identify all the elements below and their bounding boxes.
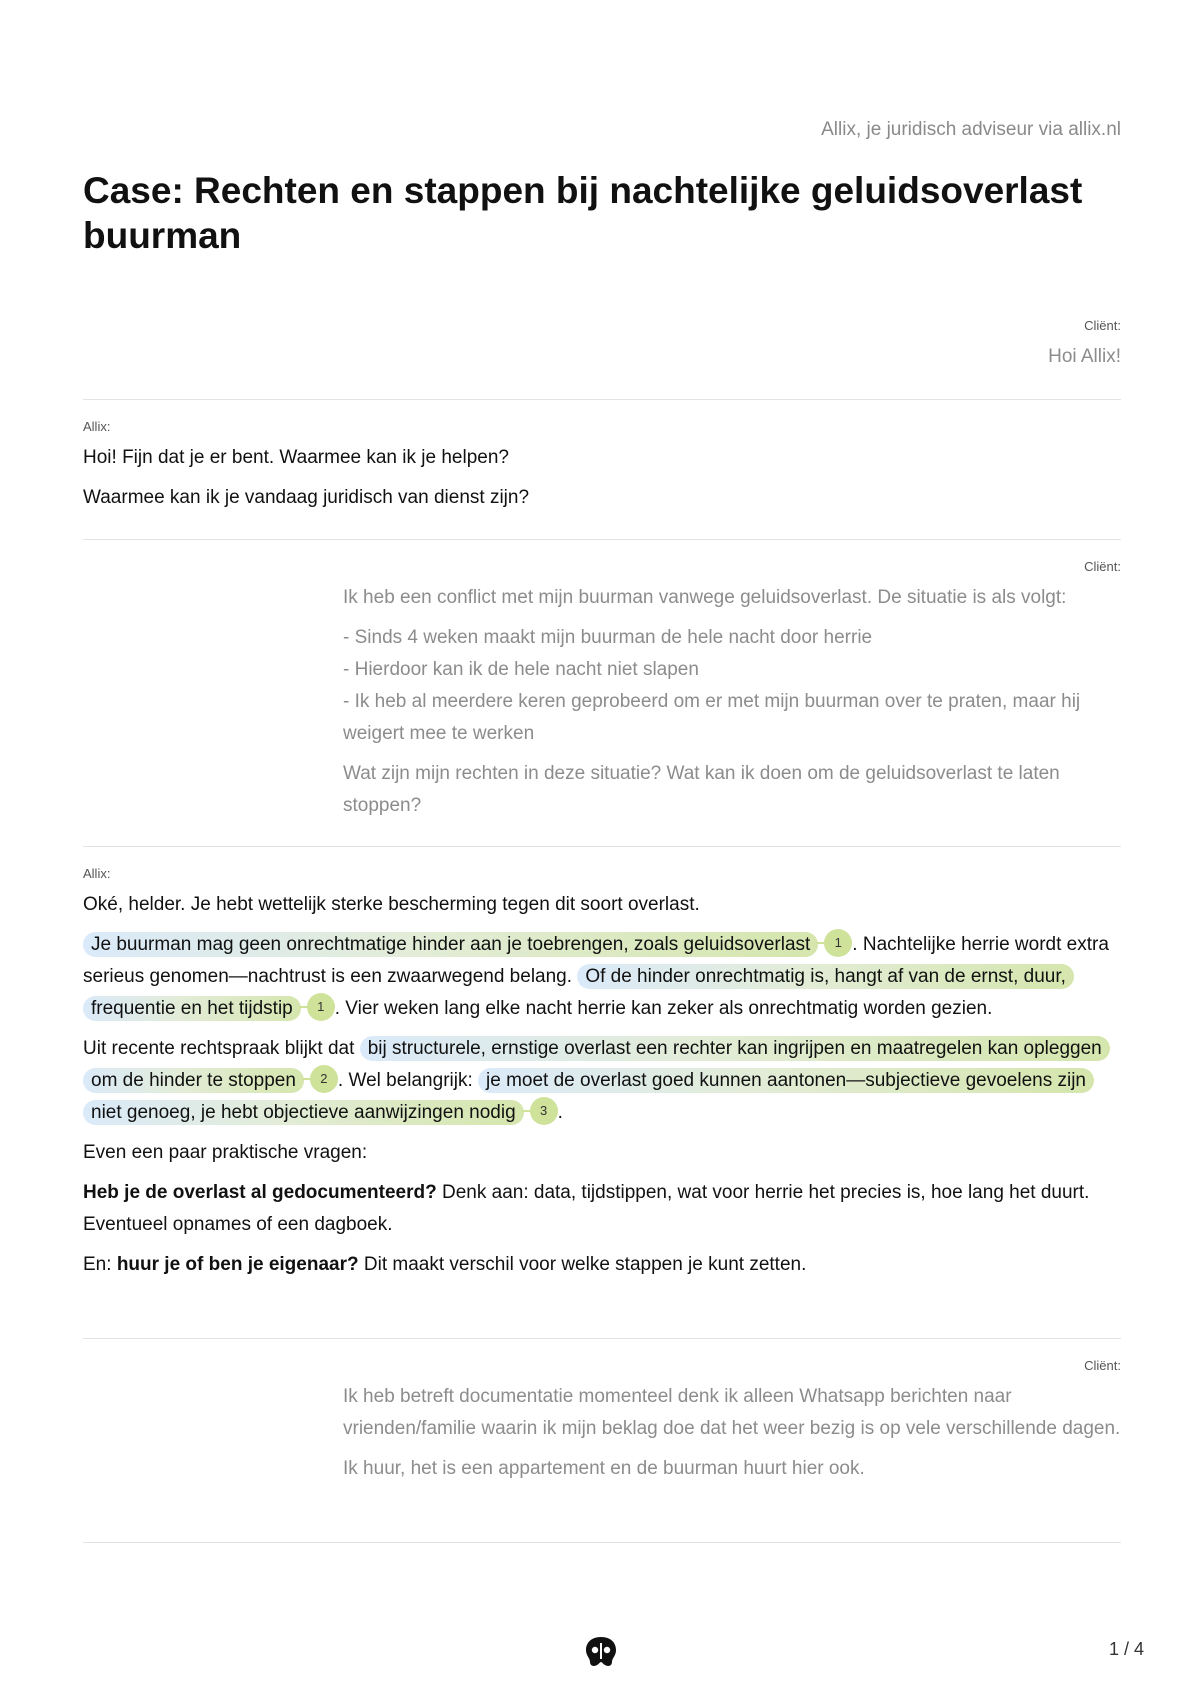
client-message — [83, 559, 1121, 830]
list-item: - Ik heb al meerdere keren geprobeerd om er met mijn buurman over te praten, maar hij weigert mee te werken — [343, 691, 1081, 744]
message-text: . Nachtelijke herrie wordt extra serieus genomen—nachtrust is een zwaarwegend belang. — [83, 934, 1109, 987]
divider — [83, 846, 1121, 847]
message-text: Denk aan: data, tijdstippen, wat voor herrie het precies is, hoe lang het duurt. Eventueel opnames of een dagboek. — [83, 1182, 1090, 1235]
message-paragraph: Wat zijn mijn rechten in deze situatie? Wat kan ik doen om de geluidsoverlast te laten stoppen? — [343, 763, 1060, 816]
allix-logo-icon — [584, 1635, 618, 1669]
message-text: . Wel belangrijk: — [337, 1070, 473, 1091]
source-highlight[interactable]: bij structurele, ernstige overlast een rechter kan ingrijpen en maatregelen kan opleggen om de hinder te stoppen — [83, 1036, 1110, 1093]
page-number: 1 / 4 — [1108, 1639, 1144, 1659]
message-paragraph — [83, 1177, 1121, 1241]
brand-tagline: Allix, je juridisch adviseur via allix.nl — [821, 119, 1121, 140]
divider — [83, 1542, 1121, 1543]
speaker-label: Cliënt: — [1084, 559, 1121, 574]
message-paragraph: Hoi! Fijn dat je er bent. Waarmee kan ik je helpen? — [83, 447, 509, 468]
source-highlight[interactable]: Je buurman mag geen onrechtmatige hinder aan je toebrengen, zoals geluidsoverlast — [83, 932, 818, 957]
message-text: Hoi Allix! — [1048, 346, 1121, 367]
message-text: En: — [83, 1254, 117, 1275]
message-paragraph — [83, 1033, 1121, 1129]
list-item: - Sinds 4 weken maakt mijn buurman de hele nacht door herrie — [343, 627, 873, 648]
client-message — [83, 1358, 1121, 1493]
message-paragraph: Even een paar praktische vragen: — [83, 1142, 368, 1163]
bold-question: Heb je de overlast al gedocumenteerd? — [83, 1182, 437, 1203]
source-highlight[interactable]: Of de hinder onrechtmatig is, hangt af van de ernst, duur, frequentie en het tijdstip — [83, 964, 1074, 1021]
message-text: . — [557, 1102, 563, 1123]
message-text: Uit recente rechtspraak blijkt dat — [83, 1038, 355, 1059]
allix-message — [83, 866, 1121, 1289]
page-title: Case: Rechten en stappen bij nachtelijke geluidsoverlast buurman — [83, 170, 1083, 256]
citation-badge[interactable]: 2 — [310, 1065, 338, 1093]
message-paragraph: Ik huur, het is een appartement en de buurman huurt hier ook. — [343, 1458, 865, 1479]
message-text: . Vier weken lang elke nacht herrie kan zeker als onrechtmatig worden gezien. — [334, 998, 993, 1019]
message-paragraph: Waarmee kan ik je vandaag juridisch van dienst zijn? — [83, 487, 530, 508]
source-highlight[interactable]: je moet de overlast goed kunnen aantonen—subjectieve gevoelens zijn niet genoeg, je hebt objectieve aanwijzingen nodig — [83, 1068, 1094, 1125]
allix-message — [83, 419, 1121, 522]
speaker-label: Allix: — [83, 866, 111, 881]
message-paragraph: Ik heb betreft documentatie momenteel denk ik alleen Whatsapp berichten naar vrienden/familie waarin ik mijn beklag doe dat het weer bezig is op vele verschillende dagen. — [343, 1386, 1121, 1439]
speaker-label: Cliënt: — [1084, 318, 1121, 333]
message-paragraph — [83, 929, 1121, 1025]
client-message — [83, 318, 1121, 373]
citation-badge[interactable]: 1 — [307, 993, 335, 1021]
speaker-label: Allix: — [83, 419, 111, 434]
message-text: Dit maakt verschil voor welke stappen je kunt zetten. — [358, 1254, 807, 1275]
divider — [83, 539, 1121, 540]
bold-question: huur je of ben je eigenaar? — [116, 1254, 359, 1275]
list-item: - Hierdoor kan ik de hele nacht niet slapen — [343, 659, 699, 680]
speaker-label: Cliënt: — [1084, 1358, 1121, 1373]
citation-badge[interactable]: 3 — [530, 1097, 558, 1125]
message-paragraph: Ik heb een conflict met mijn buurman vanwege geluidsoverlast. De situatie is als volgt: — [343, 587, 1067, 608]
divider — [83, 399, 1121, 400]
message-paragraph: Oké, helder. Je hebt wettelijk sterke bescherming tegen dit soort overlast. — [83, 894, 700, 915]
citation-badge[interactable]: 1 — [824, 929, 852, 957]
message-paragraph — [83, 1249, 1121, 1281]
divider — [83, 1338, 1121, 1339]
